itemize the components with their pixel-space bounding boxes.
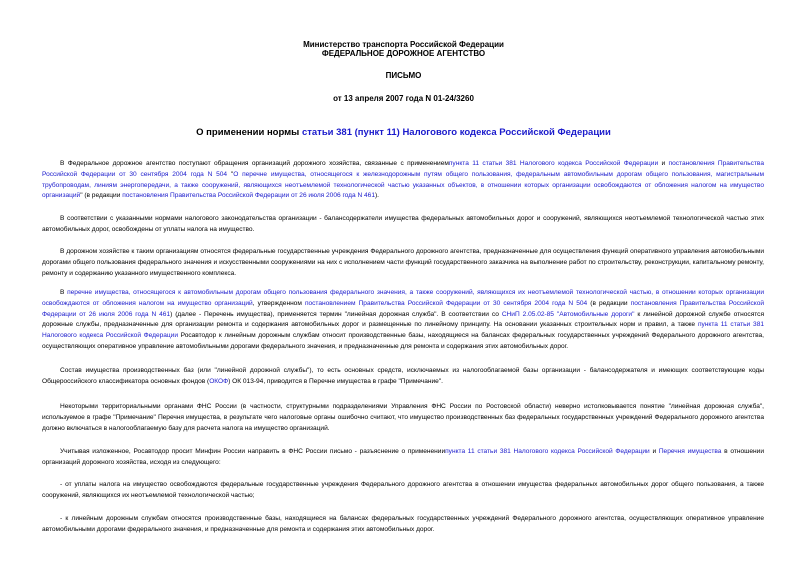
document-date: от 13 апреля 2007 года N 01-24/3260 [333,94,474,103]
p7-text-1: Учитывая изложенное, Росавтодор просит Минфин России направить в ФНС России письмо - разъяснение о применении [60,448,446,455]
p5-text-1: Состав имущества производственных баз (или "линейной дорожной службы"), то есть основных средств, исключаемых из налогооблагаемой базы организации - балансодержателя и имеющих соответствующие коды Общероссийского классификатора основных фондов ( [42,367,764,385]
p1-text-2: и [658,160,669,167]
p4-link-5[interactable]: пункта 11 статьи 381 Налогового кодекса Российской Федерации [42,321,764,340]
document-title [0,127,807,138]
document-type: ПИСЬМО [385,71,422,80]
paragraph-9: - к линейным дорожным службам относятся производственные базы, находящиеся на балансах федеральных государственных учреждений Федерального дорожного агентства, осуществляющих оперативное управление автомобильными дорогами федерального значения, и предназначенные для ремонта и содержания этих автомобильных дорог. [42,515,764,533]
p1-text-5: ). [374,192,379,200]
paragraph-1 [42,159,764,202]
p4-text-4: ) (далее - Перечень имущества), применяется термин "линейная дорожная служба". В соответствии со [170,310,502,318]
p4-link-4[interactable]: СНиП 2.05.02-85 "Автомобильные дороги" [501,310,635,318]
paragraph-3: В дорожном хозяйстве к таким организациям относятся федеральные государственные учреждения Федерального дорожного агентства, предназначенные для осуществления функций оперативного управления автомобильными дорогами общего пользования федерального значения и искусственными сооружениями на них с исполнением части функций государственного заказчика на выполнение работ по строительству, реконструкции, капитальному ремонту, ремонту и содержанию указанного имущественного комплекса. [42,248,764,277]
p7-text-3: в отношении организаций дорожного хозяйства, исходя из следующего: [42,448,764,466]
p1-text-4: " (в редакции [80,192,123,200]
title-link[interactable]: статьи 381 (пункт 11) Налогового кодекса Российской Федерации [301,127,611,138]
p1-link-4[interactable]: постановления Правительства Российской Федерации от 26 июля 2006 года N 461 [122,192,375,200]
p5-text-2: ) ОК 013-94, приводится в Перечне имущества в графе "Примечание". [228,377,443,385]
p4-text-2: , утвержденном [252,299,305,307]
paragraph-8: - от уплаты налога на имущество освобождаются федеральные государственные учреждения Федерального дорожного агентства в отношении имущества федеральных автомобильных дорог общего пользования, а также сооружений, являющихся их неотъемлемой технологической частью; [42,481,764,499]
p4-text-6: Росавтодор к линейным дорожным службам относит производственные базы, находящиеся на балансах федеральных государственных учреждений Федерального дорожного агентства, осуществляющих оперативное управление автомобильными дорогами федерального значения, и предназначенные для ремонта и содержания этих автомобильных дорог. [42,332,764,350]
agency-name: ФЕДЕРАЛЬНОЕ ДОРОЖНОЕ АГЕНТСТВО [321,49,486,58]
p4-link-1[interactable]: перечне имущества, относящегося к автомобильным дорогам общего пользования федерального значения, а также сооружений, являющихся их неотъемлемой технологической частью, в отношении которых организации освобождаются от обложения налогом на имущество организаций [42,289,764,307]
p7-link-2[interactable]: Перечня имущества [658,448,722,455]
paragraph-4 [42,288,764,353]
p4-link-3[interactable]: постановления Правительства Российской Федерации от 26 июля 2006 года N 461 [42,299,765,318]
p1-text-3: " [227,170,234,178]
paragraph-2: В соответствии с указанными нормами налогового законодательства организации - балансодержатели имущества федеральных автомобильных дорог и сооружений, являющихся неотъемлемой технологической частью этих автомобильных дорог, освобождены от уплаты налога на имущество. [42,215,764,233]
ministry-name: Министерство транспорта Российской Федерации [303,40,504,49]
paragraph-7 [42,447,764,469]
p7-text-2: и [649,448,659,455]
p1-text-1: В Федеральное дорожное агентство поступают обращения организаций дорожного хозяйства, связанные с применением [60,160,449,167]
p5-link-okof[interactable]: ОКОФ [209,377,229,385]
paragraph-6: Некоторыми территориальными органами ФНС России (в частности, структурными подразделениями Управления ФНС России по Ростовской области) неверно истолковывается понятие "линейная дорожная служба", используемое в графе "Примечание" Перечня имущества, в результате чего налоговые органы ошибочно считают, что имущество производственных баз федеральных государственных учреждений Федерального дорожного агентства должно включаться в налогооблагаемую базу для расчета налога на имущество организаций. [42,403,764,432]
title-prefix: О применении нормы [196,127,302,138]
p1-link-3[interactable]: О перечне имущества, относящегося к железнодорожным путям общего пользования, федеральным автомобильным дорогам общего пользования, магистральным трубопроводам, линиям энергопередачи, а также сооружений, являющихся неотъемлемой технологической частью указанных объектов, в отношении которых организации освобождаются от обложения налогом на имущество организаций [42,170,764,200]
p7-link-1[interactable]: пункта 11 статьи 381 Налогового кодекса Российской Федерации [445,448,650,455]
p1-link-1[interactable]: пункта 11 статьи 381 Налогового кодекса Российской Федерации [448,160,659,167]
p4-text-5: к линейной дорожной службе относятся дорожные службы, предназначенные для организации ремонта и содержания автомобильных дорог и размещенные по линейному принципу. На основании указанных строительных норм и правил, а также [42,310,765,329]
paragraph-5 [42,366,764,388]
p4-link-2[interactable]: постановлением Правительства Российской Федерации от 30 сентября 2004 года N 504 [304,299,588,307]
p1-link-2[interactable]: постановления Правительства Российской Федерации от 30 сентября 2004 года N 504 [42,160,764,178]
p4-text-1: В [60,289,68,296]
p4-text-3: (в редакции [587,299,631,307]
